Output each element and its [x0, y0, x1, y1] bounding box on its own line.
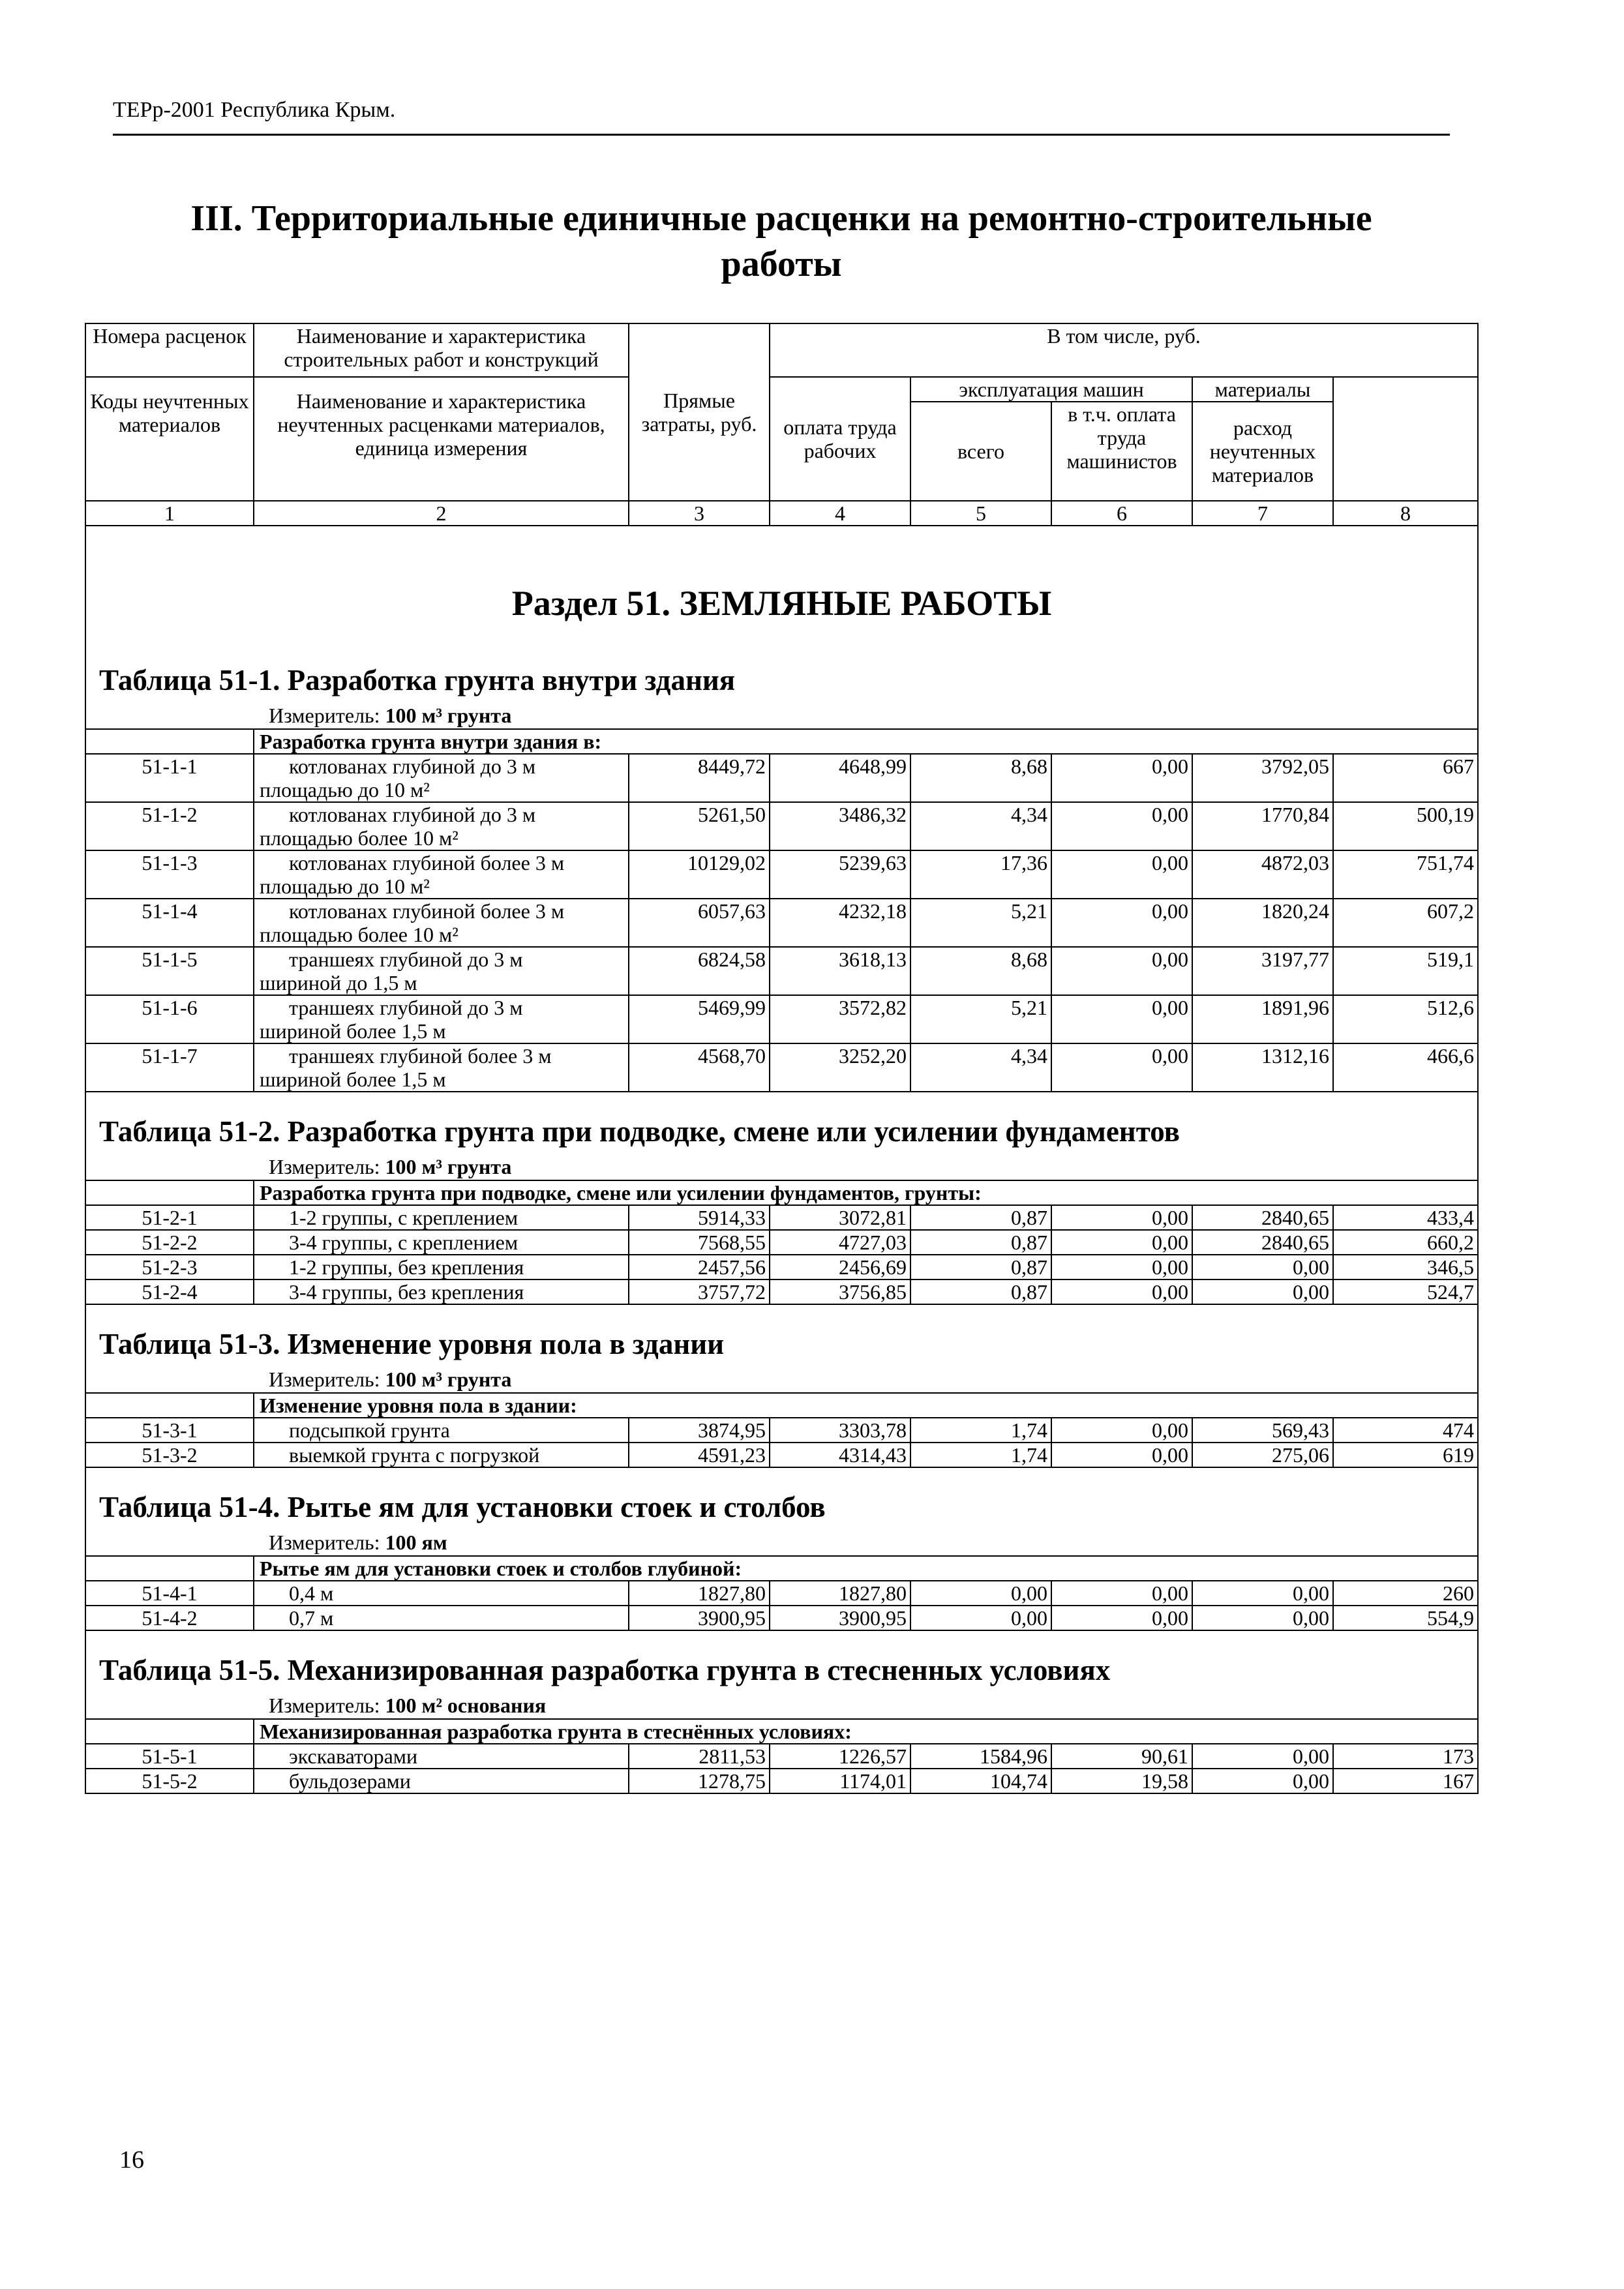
table-row — [85, 1606, 1478, 1630]
group-label: Изменение уровня пола в здании: — [254, 1393, 1478, 1418]
column-number: 5 — [910, 501, 1051, 526]
rate-name — [254, 850, 629, 899]
rate-name-line: площадью до 10 м² — [260, 778, 430, 801]
rate-name-line: площадью более 10 м² — [260, 826, 459, 850]
column-number: 2 — [254, 501, 629, 526]
header-col7: расход неучтенных материалов — [1192, 402, 1333, 501]
labor-pay: 3072,81 — [770, 1205, 910, 1230]
header-col2-top: Наименование и характеристика строительных работ и конструкций — [254, 323, 629, 377]
rate-code: 51-1-3 — [85, 850, 254, 899]
operators-pay: 0,00 — [1051, 899, 1192, 947]
direct-costs: 4591,23 — [629, 1443, 770, 1467]
rate-name-line: траншеях глубиной до 3 м — [289, 996, 523, 1019]
materials-cost: 0,00 — [1192, 1744, 1333, 1769]
labor-pay: 5239,63 — [770, 850, 910, 899]
operators-pay: 19,58 — [1051, 1769, 1192, 1793]
rate-name-line: 3-4 группы, с креплением — [289, 1231, 519, 1254]
measure-unit: 100 ям — [385, 1531, 447, 1554]
operators-pay: 0,00 — [1051, 850, 1192, 899]
machines-total: 1,74 — [910, 1418, 1051, 1443]
rate-name-line: траншеях глубиной более 3 м — [289, 1044, 552, 1068]
materials-cost: 1770,84 — [1192, 802, 1333, 850]
machines-total: 104,74 — [910, 1769, 1051, 1793]
machines-total: 4,34 — [910, 1043, 1051, 1092]
direct-costs: 5914,33 — [629, 1205, 770, 1230]
direct-costs: 2811,53 — [629, 1744, 770, 1769]
operators-pay: 90,61 — [1051, 1744, 1192, 1769]
labor-pay: 4727,03 — [770, 1230, 910, 1255]
labor-hours: 474 — [1333, 1418, 1478, 1443]
table-row — [85, 1205, 1478, 1230]
rate-name-line: шириной до 1,5 м — [260, 971, 417, 995]
table-title: Таблица 51-2. Разработка грунта при подводке, смене или усилении фундаментов — [99, 1115, 1180, 1148]
operators-pay: 0,00 — [1051, 1443, 1192, 1467]
rate-code: 51-1-7 — [85, 1043, 254, 1092]
group-row — [85, 1556, 1478, 1581]
header-row — [85, 377, 1478, 402]
header-col2-bottom: Наименование и характеристика неучтенных расценками материалов, единица измерения — [254, 377, 629, 501]
rate-name — [254, 995, 629, 1043]
machines-total: 5,21 — [910, 995, 1051, 1043]
rate-name — [254, 1581, 629, 1606]
rate-name — [254, 1043, 629, 1092]
materials-cost: 2840,65 — [1192, 1230, 1333, 1255]
operators-pay: 0,00 — [1051, 1230, 1192, 1255]
table-row — [85, 1255, 1478, 1279]
rate-code: 51-1-4 — [85, 899, 254, 947]
labor-hours: 167 — [1333, 1769, 1478, 1793]
rate-code: 51-1-5 — [85, 947, 254, 995]
column-number: 4 — [770, 501, 910, 526]
labor-pay: 3252,20 — [770, 1043, 910, 1092]
group-label: Рытье ям для установки стоек и столбов глубиной: — [254, 1556, 1478, 1581]
rate-name-line: траншеях глубиной до 3 м — [289, 948, 523, 971]
direct-costs: 4568,70 — [629, 1043, 770, 1092]
materials-cost: 1891,96 — [1192, 995, 1333, 1043]
rate-name-line: 3-4 группы, без крепления — [289, 1280, 524, 1304]
table-row — [85, 850, 1478, 899]
machines-total: 8,68 — [910, 947, 1051, 995]
rate-name — [254, 1279, 629, 1304]
table-title: Таблица 51-5. Механизированная разработка грунта в стесненных условиях — [99, 1654, 1111, 1686]
rate-code: 51-1-6 — [85, 995, 254, 1043]
machines-total: 0,00 — [910, 1581, 1051, 1606]
measure-label: Измеритель: — [269, 1155, 380, 1178]
rate-code: 51-1-2 — [85, 802, 254, 850]
rate-name-line: площадью до 10 м² — [260, 875, 430, 898]
column-number: 7 — [1192, 501, 1333, 526]
machines-total: 0,87 — [910, 1230, 1051, 1255]
materials-cost: 3197,77 — [1192, 947, 1333, 995]
table-measure — [86, 700, 1477, 728]
labor-hours: 660,2 — [1333, 1230, 1478, 1255]
rates-table — [85, 323, 1479, 1794]
rate-name — [254, 1769, 629, 1793]
rate-code: 51-4-1 — [85, 1581, 254, 1606]
operators-pay: 0,00 — [1051, 1279, 1192, 1304]
rate-name-line: подсыпкой грунта — [289, 1418, 450, 1442]
machines-total: 0,87 — [910, 1279, 1051, 1304]
measure-label: Измеритель: — [269, 1368, 380, 1391]
group-row — [85, 1393, 1478, 1418]
table-row — [85, 1769, 1478, 1793]
rate-code: 51-5-1 — [85, 1744, 254, 1769]
labor-hours: 260 — [1333, 1581, 1478, 1606]
rate-code: 51-3-2 — [85, 1443, 254, 1467]
labor-hours: 512,6 — [1333, 995, 1478, 1043]
labor-pay: 4314,43 — [770, 1443, 910, 1467]
operators-pay: 0,00 — [1051, 1606, 1192, 1630]
labor-hours: 751,74 — [1333, 850, 1478, 899]
direct-costs: 1278,75 — [629, 1769, 770, 1793]
header-row — [85, 323, 1478, 377]
header-machines: эксплуатация машин — [910, 377, 1192, 402]
materials-cost: 0,00 — [1192, 1279, 1333, 1304]
rate-name-line: выемкой грунта с погрузкой — [289, 1443, 540, 1467]
header-col1-top: Номера расценок — [85, 323, 254, 377]
labor-hours: 619 — [1333, 1443, 1478, 1467]
operators-pay: 0,00 — [1051, 947, 1192, 995]
labor-pay: 3618,13 — [770, 947, 910, 995]
page-title-line: работы — [721, 244, 842, 284]
table-measure — [86, 1527, 1477, 1555]
column-number: 1 — [85, 501, 254, 526]
labor-hours: 667 — [1333, 754, 1478, 802]
table-measure — [86, 1151, 1477, 1180]
operators-pay: 0,00 — [1051, 1205, 1192, 1230]
column-number: 3 — [629, 501, 770, 526]
page-title — [113, 196, 1450, 287]
rate-name — [254, 1205, 629, 1230]
materials-cost: 1312,16 — [1192, 1043, 1333, 1092]
labor-pay: 3572,82 — [770, 995, 910, 1043]
rate-code: 51-4-2 — [85, 1606, 254, 1630]
labor-hours: 524,7 — [1333, 1279, 1478, 1304]
direct-costs: 10129,02 — [629, 850, 770, 899]
group-row — [85, 1719, 1478, 1744]
rate-code: 51-2-4 — [85, 1279, 254, 1304]
direct-costs: 2457,56 — [629, 1255, 770, 1279]
table-title: Таблица 51-1. Разработка грунта внутри здания — [99, 664, 736, 696]
machines-total: 8,68 — [910, 754, 1051, 802]
machines-total: 0,00 — [910, 1606, 1051, 1630]
rate-name — [254, 802, 629, 850]
rate-name-line: котлованах глубиной более 3 м — [289, 851, 565, 875]
rate-name-line: котлованах глубиной до 3 м — [289, 803, 536, 826]
header-in-total: В том числе, руб. — [770, 323, 1478, 377]
labor-pay: 1827,80 — [770, 1581, 910, 1606]
rate-name-line: площадью более 10 м² — [260, 923, 459, 946]
rate-name-line: 1-2 группы, без крепления — [289, 1255, 524, 1279]
operators-pay: 0,00 — [1051, 995, 1192, 1043]
rate-name — [254, 1418, 629, 1443]
table-row — [85, 1443, 1478, 1467]
rate-name-line: 0,7 м — [289, 1606, 334, 1630]
table-title-row — [85, 1092, 1478, 1180]
table-title-row — [85, 1304, 1478, 1393]
labor-pay: 2456,69 — [770, 1255, 910, 1279]
rate-code: 51-2-3 — [85, 1255, 254, 1279]
table-row — [85, 995, 1478, 1043]
rate-code: 51-5-2 — [85, 1769, 254, 1793]
table-title-row — [85, 1630, 1478, 1719]
table-row — [85, 1744, 1478, 1769]
rate-name-line: бульдозерами — [289, 1769, 411, 1793]
table-measure — [86, 1364, 1477, 1392]
materials-cost: 0,00 — [1192, 1581, 1333, 1606]
materials-cost: 569,43 — [1192, 1418, 1333, 1443]
rate-name — [254, 899, 629, 947]
measure-unit: 100 м² основания — [385, 1694, 547, 1717]
operators-pay: 0,00 — [1051, 1043, 1192, 1092]
rate-code: 51-2-2 — [85, 1230, 254, 1255]
labor-hours: 519,1 — [1333, 947, 1478, 995]
labor-pay: 3900,95 — [770, 1606, 910, 1630]
measure-unit: 100 м³ грунта — [385, 1368, 512, 1391]
table-row — [85, 1230, 1478, 1255]
direct-costs: 6824,58 — [629, 947, 770, 995]
rate-name-line: 1-2 группы, с креплением — [289, 1206, 519, 1229]
machines-total: 1,74 — [910, 1443, 1051, 1467]
direct-costs: 3900,95 — [629, 1606, 770, 1630]
measure-unit: 100 м³ грунта — [385, 1155, 512, 1178]
page-number: 16 — [119, 2146, 144, 2174]
running-header: ТЕРр-2001 Республика Крым. — [113, 98, 396, 122]
rate-name-line: шириной более 1,5 м — [260, 1068, 446, 1091]
table-row — [85, 1418, 1478, 1443]
header-col1-bottom: Коды неучтенных материалов — [85, 377, 254, 501]
header-rule — [113, 134, 1450, 136]
table-title: Таблица 51-3. Изменение уровня пола в здании — [99, 1328, 725, 1360]
rate-name — [254, 1443, 629, 1467]
direct-costs: 7568,55 — [629, 1230, 770, 1255]
materials-cost: 0,00 — [1192, 1769, 1333, 1793]
labor-pay: 3303,78 — [770, 1418, 910, 1443]
machines-total: 1584,96 — [910, 1744, 1051, 1769]
materials-cost: 3792,05 — [1192, 754, 1333, 802]
direct-costs: 3874,95 — [629, 1418, 770, 1443]
labor-hours: 173 — [1333, 1744, 1478, 1769]
labor-hours: 500,19 — [1333, 802, 1478, 850]
operators-pay: 0,00 — [1051, 1255, 1192, 1279]
operators-pay: 0,00 — [1051, 1418, 1192, 1443]
labor-hours: 346,5 — [1333, 1255, 1478, 1279]
direct-costs: 5261,50 — [629, 802, 770, 850]
labor-pay: 3756,85 — [770, 1279, 910, 1304]
rate-name-line: 0,4 м — [289, 1581, 334, 1605]
table-title-row — [85, 641, 1478, 729]
rate-name-line: шириной более 1,5 м — [260, 1019, 446, 1043]
group-row — [85, 1180, 1478, 1205]
labor-pay: 3486,32 — [770, 802, 910, 850]
table-row — [85, 754, 1478, 802]
rate-name — [254, 1606, 629, 1630]
rate-code: 51-3-1 — [85, 1418, 254, 1443]
rate-name — [254, 1255, 629, 1279]
column-number: 6 — [1051, 501, 1192, 526]
measure-unit: 100 м³ грунта — [385, 704, 512, 727]
direct-costs: 3757,72 — [629, 1279, 770, 1304]
materials-cost: 1820,24 — [1192, 899, 1333, 947]
measure-label: Измеритель: — [269, 1694, 380, 1717]
rate-name — [254, 947, 629, 995]
materials-cost: 2840,65 — [1192, 1205, 1333, 1230]
table-row — [85, 802, 1478, 850]
rate-name — [254, 1744, 629, 1769]
table-title: Таблица 51-4. Рытье ям для установки стоек и столбов — [99, 1491, 826, 1523]
group-label: Механизированная разработка грунта в стеснённых условиях: — [254, 1719, 1478, 1744]
column-number: 8 — [1333, 501, 1478, 526]
rate-name-line: котлованах глубиной более 3 м — [289, 899, 565, 923]
header-materials: материалы — [1192, 377, 1333, 402]
rate-code: 51-1-1 — [85, 754, 254, 802]
section-row — [85, 526, 1478, 641]
operators-pay: 0,00 — [1051, 1581, 1192, 1606]
rate-name — [254, 754, 629, 802]
materials-cost: 0,00 — [1192, 1606, 1333, 1630]
measure-label: Измеритель: — [269, 704, 380, 727]
labor-hours: 607,2 — [1333, 899, 1478, 947]
table-row — [85, 947, 1478, 995]
materials-cost: 0,00 — [1192, 1255, 1333, 1279]
machines-total: 0,87 — [910, 1205, 1051, 1230]
materials-cost: 4872,03 — [1192, 850, 1333, 899]
section-title: Раздел 51. ЗЕМЛЯНЫЕ РАБОТЫ — [511, 584, 1052, 623]
measure-label: Измеритель: — [269, 1531, 380, 1554]
table-row — [85, 1581, 1478, 1606]
labor-pay: 1174,01 — [770, 1769, 910, 1793]
labor-hours: 554,9 — [1333, 1606, 1478, 1630]
machines-total: 5,21 — [910, 899, 1051, 947]
direct-costs: 5469,99 — [629, 995, 770, 1043]
machines-total: 4,34 — [910, 802, 1051, 850]
machines-total: 0,87 — [910, 1255, 1051, 1279]
labor-hours: 466,6 — [1333, 1043, 1478, 1092]
rate-name-line: котлованах глубиной до 3 м — [289, 755, 536, 778]
labor-pay: 4232,18 — [770, 899, 910, 947]
table-row — [85, 899, 1478, 947]
table-row — [85, 1279, 1478, 1304]
labor-pay: 1226,57 — [770, 1744, 910, 1769]
operators-pay: 0,00 — [1051, 802, 1192, 850]
machines-total: 17,36 — [910, 850, 1051, 899]
group-row — [85, 729, 1478, 754]
table-row — [85, 1043, 1478, 1092]
direct-costs: 1827,80 — [629, 1581, 770, 1606]
header-col4: оплата труда рабочих — [770, 377, 910, 501]
labor-hours: 433,4 — [1333, 1205, 1478, 1230]
rate-name — [254, 1230, 629, 1255]
direct-costs: 8449,72 — [629, 754, 770, 802]
operators-pay: 0,00 — [1051, 754, 1192, 802]
header-col5: всего — [910, 402, 1051, 501]
rate-code: 51-2-1 — [85, 1205, 254, 1230]
column-numbers-row — [85, 501, 1478, 526]
group-label: Разработка грунта внутри здания в: — [254, 729, 1478, 754]
direct-costs: 6057,63 — [629, 899, 770, 947]
materials-cost: 275,06 — [1192, 1443, 1333, 1467]
table-measure — [86, 1690, 1477, 1718]
header-col3: Прямые затраты, руб. — [629, 323, 770, 501]
group-label: Разработка грунта при подводке, смене или усилении фундаментов, грунты: — [254, 1180, 1478, 1205]
table-title-row — [85, 1467, 1478, 1556]
header-col6: в т.ч. оплата труда машинистов — [1051, 402, 1192, 501]
page-title-line: III. Территориальные единичные расценки на ремонтно-строительные — [190, 198, 1372, 239]
labor-pay: 4648,99 — [770, 754, 910, 802]
rate-name-line: экскаваторами — [289, 1744, 418, 1768]
